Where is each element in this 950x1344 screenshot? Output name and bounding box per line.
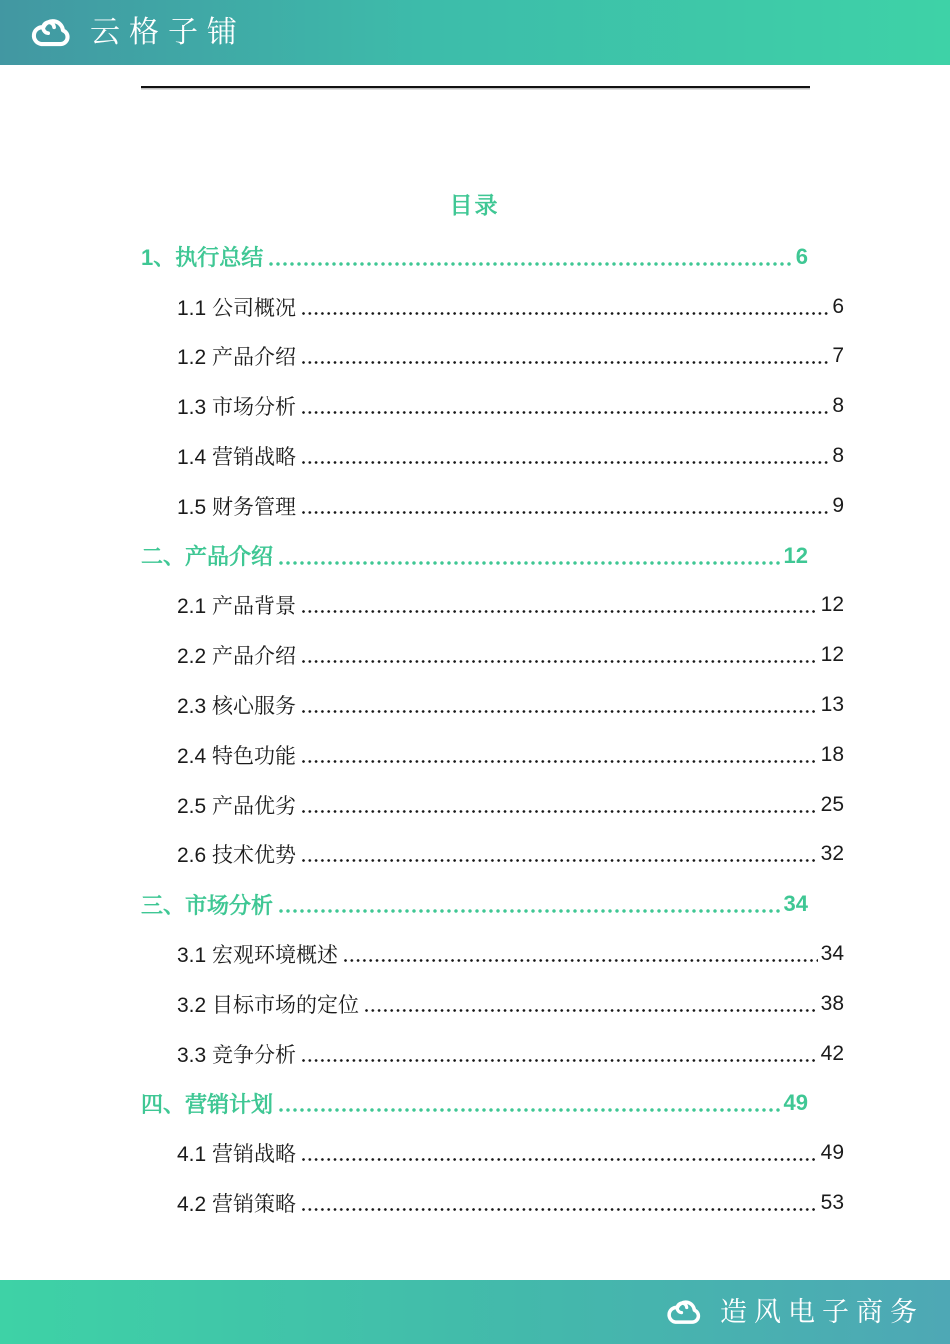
toc-leader-dots bbox=[302, 511, 829, 514]
header-rule bbox=[141, 86, 810, 88]
header-brand-text: 云格子铺 bbox=[90, 15, 246, 49]
header-brand bbox=[28, 15, 246, 51]
toc-leader-dots bbox=[302, 1158, 818, 1161]
toc-entry-page: 34 bbox=[820, 942, 844, 966]
toc-entry[interactable] bbox=[141, 680, 844, 730]
toc-entry-label: 3.3 竞争分析 bbox=[177, 1043, 297, 1067]
toc-entry-page: 53 bbox=[820, 1191, 844, 1215]
toc-entry-label: 1.3 市场分析 bbox=[177, 396, 297, 420]
toc-entry[interactable] bbox=[141, 481, 844, 531]
toc-entry[interactable] bbox=[141, 1178, 844, 1228]
footer-brand-text: 造风电子商务 bbox=[720, 1296, 924, 1327]
toc-entry[interactable] bbox=[141, 581, 844, 631]
toc-entry[interactable] bbox=[141, 381, 844, 431]
toc-leader-dots bbox=[302, 411, 829, 414]
toc-list bbox=[141, 232, 844, 1228]
toc-entry-label: 3.2 目标市场的定位 bbox=[177, 993, 360, 1017]
toc-entry-label: 1.4 营销战略 bbox=[177, 446, 297, 470]
toc-leader-dots bbox=[344, 959, 818, 962]
toc-entry-label: 1.5 财务管理 bbox=[177, 495, 297, 519]
toc-entry[interactable] bbox=[141, 282, 844, 332]
toc-entry-page: 7 bbox=[832, 344, 844, 368]
toc-leader-dots bbox=[302, 1059, 818, 1062]
toc-entry-label: 1、执行总结 bbox=[141, 245, 264, 271]
toc-leader-dots bbox=[302, 760, 818, 763]
toc-entry-page: 12 bbox=[783, 542, 808, 568]
toc-entry-page: 42 bbox=[820, 1041, 844, 1065]
toc-entry-label: 1.2 产品介绍 bbox=[177, 346, 297, 370]
toc-entry[interactable] bbox=[141, 830, 844, 880]
toc-entry-label: 4.1 营销战略 bbox=[177, 1143, 297, 1167]
toc-entry-page: 18 bbox=[820, 742, 844, 766]
toc-leader-dots bbox=[302, 859, 818, 862]
toc-entry[interactable] bbox=[141, 332, 844, 382]
toc-entry-page: 12 bbox=[820, 593, 844, 617]
cloud-logo-icon bbox=[664, 1297, 704, 1328]
toc-entry-page: 49 bbox=[783, 1090, 808, 1116]
toc-entry[interactable] bbox=[141, 1029, 844, 1079]
toc-entry-page: 6 bbox=[832, 294, 844, 318]
toc-entry[interactable] bbox=[141, 979, 844, 1029]
toc-entry[interactable] bbox=[141, 1128, 844, 1178]
toc-leader-dots bbox=[269, 262, 793, 266]
toc-entry-page: 25 bbox=[820, 792, 844, 816]
table-of-contents bbox=[141, 180, 844, 1228]
toc-entry-page: 8 bbox=[832, 444, 844, 468]
toc-entry-label: 4.2 营销策略 bbox=[177, 1193, 297, 1217]
toc-entry[interactable] bbox=[141, 531, 808, 581]
toc-leader-dots bbox=[279, 909, 781, 913]
toc-entry[interactable] bbox=[141, 1079, 808, 1129]
toc-entry-label: 二、产品介绍 bbox=[141, 544, 274, 570]
toc-entry-page: 12 bbox=[820, 643, 844, 667]
toc-entry[interactable] bbox=[141, 431, 844, 481]
toc-entry-page: 8 bbox=[832, 394, 844, 418]
toc-entry-label: 3.1 宏观环境概述 bbox=[177, 944, 339, 968]
toc-entry-label: 三、市场分析 bbox=[141, 892, 274, 918]
toc-leader-dots bbox=[279, 1108, 781, 1112]
toc-entry-page: 9 bbox=[832, 493, 844, 517]
toc-entry[interactable] bbox=[141, 929, 844, 979]
footer-bar bbox=[0, 1280, 950, 1344]
toc-entry-page: 6 bbox=[795, 243, 808, 269]
toc-leader-dots bbox=[302, 361, 829, 364]
toc-entry-label: 2.2 产品介绍 bbox=[177, 645, 297, 669]
footer-brand bbox=[664, 1297, 924, 1328]
toc-entry-label: 2.1 产品背景 bbox=[177, 595, 297, 619]
toc-entry[interactable] bbox=[141, 630, 844, 680]
toc-entry-page: 49 bbox=[820, 1141, 844, 1165]
toc-entry-page: 38 bbox=[820, 991, 844, 1015]
toc-leader-dots bbox=[365, 1009, 818, 1012]
toc-leader-dots bbox=[302, 1208, 818, 1211]
toc-entry-label: 2.6 技术优势 bbox=[177, 844, 297, 868]
toc-leader-dots bbox=[302, 710, 818, 713]
toc-leader-dots bbox=[302, 660, 818, 663]
toc-leader-dots bbox=[302, 461, 829, 464]
toc-entry-label: 2.3 核心服务 bbox=[177, 695, 297, 719]
toc-entry-label: 四、营销计划 bbox=[141, 1091, 274, 1117]
toc-entry-label: 2.4 特色功能 bbox=[177, 744, 297, 768]
toc-entry[interactable] bbox=[141, 879, 808, 929]
toc-leader-dots bbox=[302, 312, 829, 315]
toc-entry-page: 34 bbox=[783, 891, 808, 917]
toc-leader-dots bbox=[302, 810, 818, 813]
toc-entry-page: 13 bbox=[820, 693, 844, 717]
toc-title: 目录 bbox=[449, 192, 500, 218]
toc-entry[interactable] bbox=[141, 232, 808, 282]
header-bar bbox=[0, 0, 950, 65]
toc-entry-page: 32 bbox=[820, 842, 844, 866]
toc-entry-label: 1.1 公司概况 bbox=[177, 296, 297, 320]
toc-leader-dots bbox=[302, 610, 818, 613]
toc-entry[interactable] bbox=[141, 780, 844, 830]
toc-entry[interactable] bbox=[141, 730, 844, 780]
toc-leader-dots bbox=[279, 561, 781, 565]
cloud-logo-icon bbox=[28, 15, 74, 51]
toc-entry-label: 2.5 产品优劣 bbox=[177, 794, 297, 818]
